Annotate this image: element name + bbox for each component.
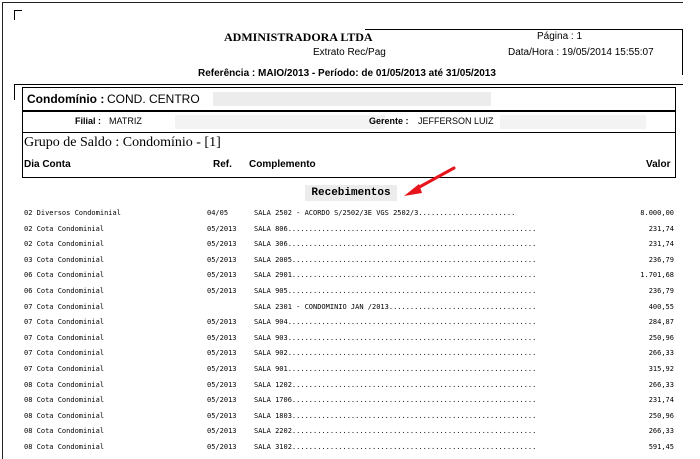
row-ref: 05/2013 (207, 443, 237, 451)
row-valor: 591,45 (648, 443, 674, 451)
table-row (0, 284, 700, 299)
grupo-title: Grupo de Saldo : Condomínio - [1] (24, 135, 221, 150)
row-complemento: SALA 306........................................................... (254, 240, 537, 249)
row-dia-conta: 07 Cota Condominial (24, 318, 105, 327)
row-complemento: SALA 2901.......................................................... (254, 271, 537, 280)
row-valor: 266,33 (648, 380, 674, 389)
row-ref: 04/05 (207, 209, 229, 217)
row-complemento: SALA 2202.......................................................... (254, 427, 537, 436)
condominio-shade (213, 92, 491, 106)
row-dia-conta: 07 Cota Condominial (24, 302, 105, 311)
row-dia-conta: 07 Cota Condominial (24, 333, 105, 342)
row-ref: 05/2013 (207, 411, 237, 420)
row-ref: 05/2013 (207, 396, 237, 405)
row-dia-conta: 06 Cota Condominial (24, 271, 105, 280)
table-row (0, 300, 700, 315)
page-number: Página : 1 (537, 31, 583, 42)
row-dia-conta: 06 Cota Condominial (24, 287, 105, 295)
header-rule (14, 84, 15, 100)
row-ref: 05/2013 (207, 255, 237, 264)
row-complemento: SALA 903........................................................... (254, 333, 537, 342)
row-valor: 8.000,00 (640, 209, 674, 217)
table-row (0, 315, 700, 330)
row-dia-conta: 03 Cota Condominial (24, 255, 105, 264)
section-title-recebimentos: Recebimentos (305, 185, 397, 201)
row-dia-conta: 08 Cota Condominial (24, 443, 105, 451)
report-subtitle: Extrato Rec/Pag (313, 47, 386, 58)
row-ref: 05/2013 (207, 333, 237, 342)
row-valor: 1.701,68 (640, 271, 674, 280)
column-header-dia-conta: Dia Conta (24, 159, 71, 170)
table-row (0, 253, 700, 268)
table-row (0, 268, 700, 283)
gerente-value: JEFFERSON LUIZ (418, 116, 494, 126)
row-ref: 05/2013 (207, 349, 237, 358)
row-ref: 05/2013 (207, 271, 237, 280)
condominio-value: COND. CENTRO (107, 92, 200, 106)
row-complemento: SALA 1803.......................................................... (254, 411, 537, 420)
column-header-valor: Valor (646, 159, 671, 170)
table-row (0, 393, 700, 408)
row-complemento: SALA 2005.......................................................... (254, 255, 537, 264)
row-complemento: SALA 2301 - CONDOMINIO JAN /2013................................... (254, 302, 537, 311)
table-row (0, 331, 700, 346)
table-row (0, 409, 700, 424)
condominio-box (22, 87, 676, 111)
row-dia-conta: 08 Cota Condominial (24, 411, 105, 420)
row-valor: 266,33 (648, 349, 674, 358)
row-complemento: SALA 901........................................................... (254, 365, 537, 373)
row-complemento: SALA 905........................................................... (254, 287, 537, 295)
row-valor: 266,33 (648, 427, 674, 436)
row-dia-conta: 08 Cota Condominial (24, 380, 105, 389)
row-ref: 05/2013 (207, 380, 237, 389)
row-complemento: SALA 902........................................................... (254, 349, 537, 358)
row-complemento: SALA 2502 - ACORDO S/2502/3E VGS 2502/3....................... (254, 209, 516, 217)
row-valor: 315,92 (648, 365, 674, 373)
row-complemento: SALA 904........................................................... (254, 318, 537, 327)
column-header-complemento: Complemento (249, 159, 316, 170)
red-arrow-icon (402, 165, 458, 199)
row-dia-conta: 08 Cota Condominial (24, 427, 105, 436)
filial-gerente-box (22, 111, 676, 133)
grupo-box (22, 133, 676, 178)
row-ref: 05/2013 (207, 427, 237, 436)
crop-mark (14, 10, 22, 11)
row-ref: 05/2013 (207, 318, 237, 327)
condominio-label: Condomínio : (27, 92, 105, 106)
row-ref: 05/2013 (207, 365, 237, 373)
column-header-rule (22, 177, 676, 178)
header-rule (14, 84, 683, 85)
row-valor: 236,79 (648, 255, 674, 264)
table-row (0, 237, 700, 252)
table-row (0, 222, 700, 237)
row-valor: 231,74 (648, 396, 674, 405)
company-name: ADMINISTRADORA LTDA (224, 30, 373, 44)
row-valor: 250,96 (648, 333, 674, 342)
gerente-shade (500, 115, 646, 129)
row-complemento: SALA 1202.......................................................... (254, 380, 537, 389)
row-dia-conta: 07 Cota Condominial (24, 365, 105, 373)
row-dia-conta: 02 Cota Condominial (24, 224, 105, 233)
row-valor: 284,87 (648, 318, 674, 327)
table-row (0, 346, 700, 361)
row-complemento: SALA 3102.......................................................... (254, 443, 537, 451)
gerente-label: Gerente : (369, 116, 409, 126)
row-dia-conta: 02 Cota Condominial (24, 240, 105, 249)
row-complemento: SALA 806........................................................... (254, 224, 537, 233)
table-row (0, 440, 700, 455)
table-row (0, 206, 700, 221)
report-reference-period: Referência : MAIO/2013 - Período: de 01/05/2013 até 31/05/2013 (198, 68, 496, 79)
row-valor: 250,96 (648, 411, 674, 420)
vertical-scrollbar[interactable] (683, 0, 700, 459)
row-valor: 400,55 (648, 302, 674, 311)
crop-mark (14, 10, 15, 20)
table-row (0, 362, 700, 377)
report-datetime: Data/Hora : 19/05/2014 15:55:07 (508, 47, 654, 58)
row-valor: 231,74 (648, 240, 674, 249)
table-row (0, 378, 700, 393)
header-rule (365, 29, 683, 30)
row-ref: 05/2013 (207, 224, 237, 233)
row-valor: 236,79 (648, 287, 674, 295)
row-valor: 231,74 (648, 224, 674, 233)
row-dia-conta: 07 Cota Condominial (24, 349, 105, 358)
row-ref: 05/2013 (207, 240, 237, 249)
table-row (0, 424, 700, 439)
row-dia-conta: 02 Diversos Condominial (24, 209, 121, 217)
filial-value: MATRIZ (109, 116, 142, 126)
filial-label: Filial : (75, 116, 102, 126)
row-complemento: SALA 1706.......................................................... (254, 396, 537, 405)
row-dia-conta: 08 Cota Condominial (24, 396, 105, 405)
filial-shade (175, 115, 385, 129)
column-header-ref: Ref. (213, 159, 232, 170)
row-ref: 05/2013 (207, 287, 237, 295)
viewer-frame-top (2, 2, 698, 3)
